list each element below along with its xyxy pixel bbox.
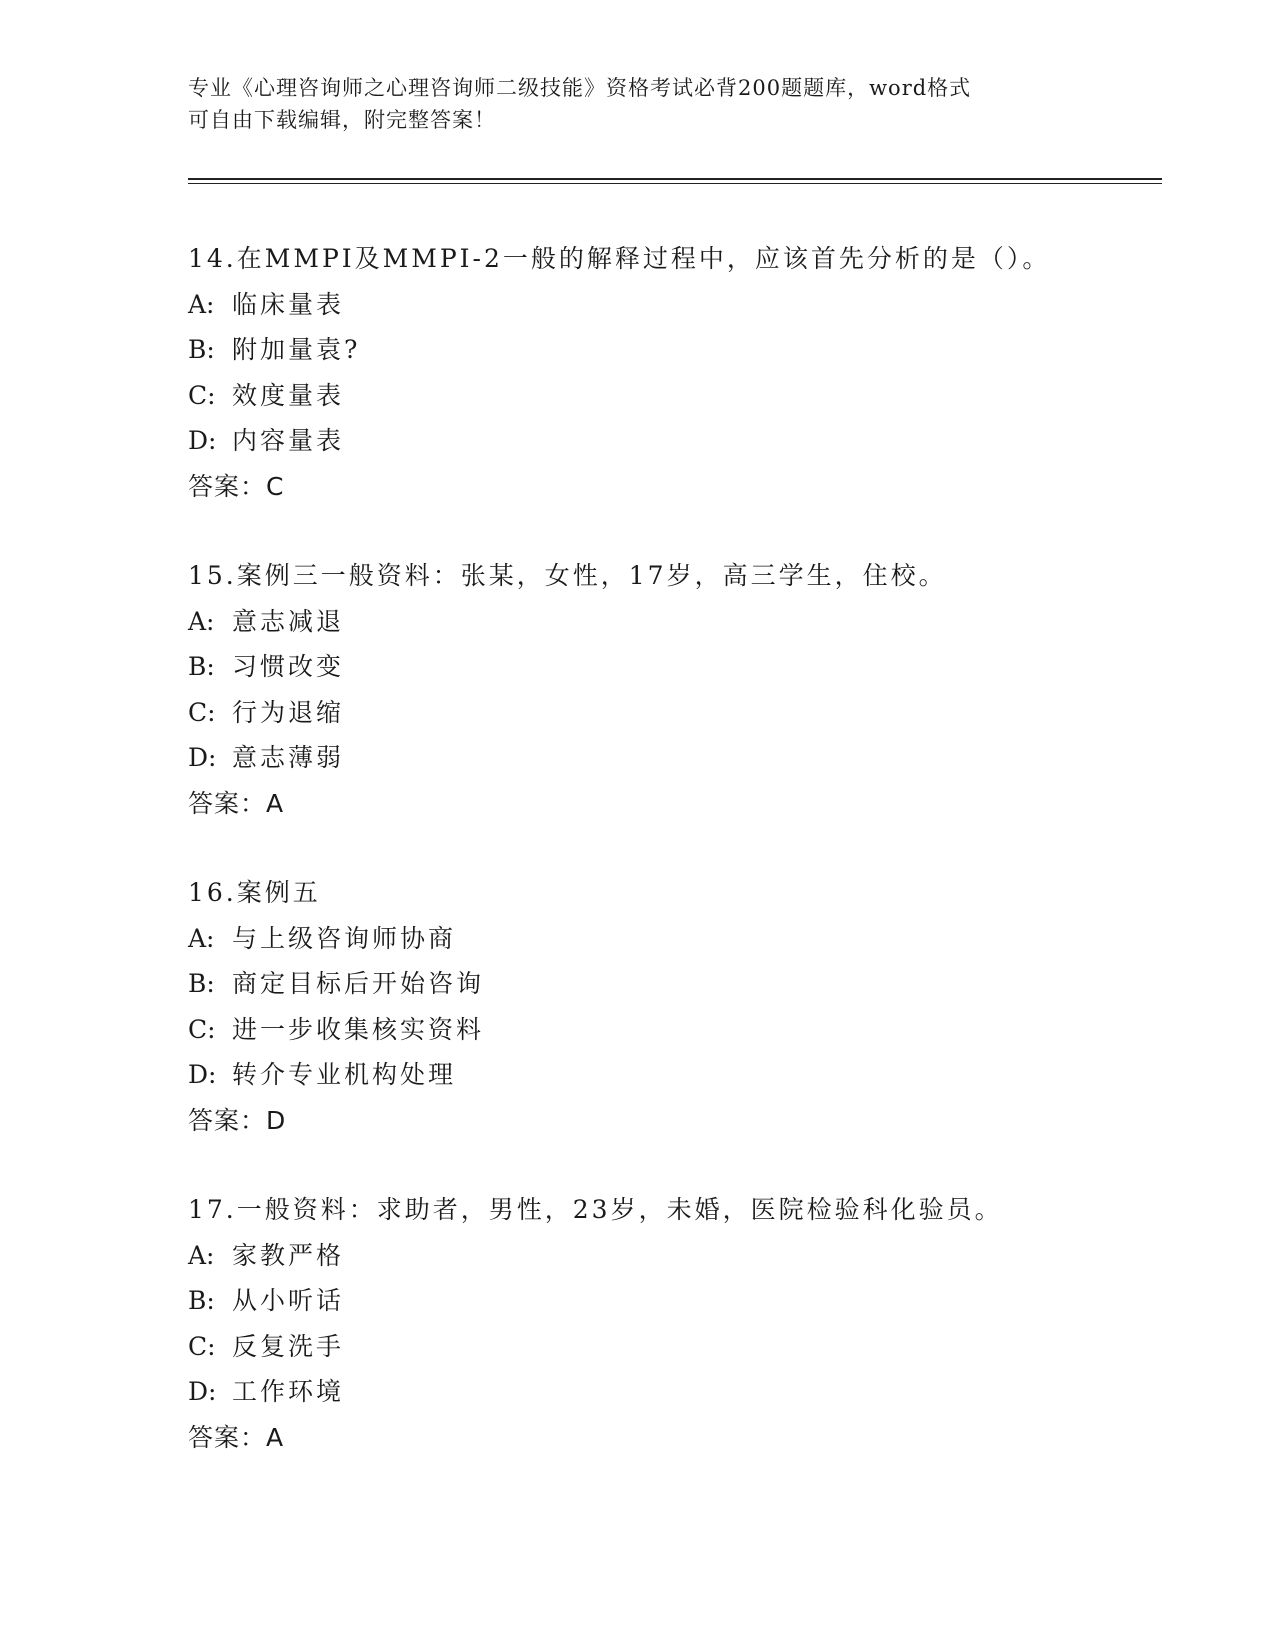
answer-label: 答案： xyxy=(188,1422,267,1452)
option-letter: C: xyxy=(188,697,216,727)
option-letter: D: xyxy=(188,1060,217,1089)
question-stem: 15.案例三一般资料：张某，女性，17岁，高三学生，住校。 xyxy=(188,561,947,590)
option-text: 意志薄弱 xyxy=(232,743,345,772)
answer-line xyxy=(188,1415,1148,1461)
question-stem: 17.一般资料：求助者，男性，23岁，未婚，医院检验科化验员。 xyxy=(188,1195,1003,1224)
option-text: 内容量表 xyxy=(232,426,345,455)
answer-label: 答案： xyxy=(188,1105,267,1135)
document-header xyxy=(188,72,1088,136)
option-text: 行为退缩 xyxy=(232,697,345,727)
answer-label: 答案： xyxy=(188,471,267,501)
question-item xyxy=(188,1187,1148,1460)
option-b xyxy=(188,1278,1148,1324)
option-letter: A: xyxy=(188,289,215,319)
option-letter: A: xyxy=(188,606,215,636)
option-text: 从小听话 xyxy=(232,1286,345,1315)
option-letter: D: xyxy=(188,1377,217,1406)
option-text: 习惯改变 xyxy=(232,652,345,681)
option-d xyxy=(188,1369,1148,1415)
answer-line xyxy=(188,1098,1148,1144)
option-c xyxy=(188,690,1148,736)
option-letter: C: xyxy=(188,380,216,410)
option-letter: A: xyxy=(188,923,215,953)
option-d xyxy=(188,418,1148,464)
option-b xyxy=(188,327,1148,373)
option-letter: C: xyxy=(188,1014,216,1044)
option-letter: B: xyxy=(188,969,215,998)
question-stem: 16.案例五 xyxy=(188,878,321,907)
option-text: 工作环境 xyxy=(232,1377,345,1406)
question-list xyxy=(188,236,1148,1504)
option-a xyxy=(188,1233,1148,1279)
question-stem: 14.在MMPI及MMPI-2一般的解释过程中，应该首先分析的是（）。 xyxy=(188,244,1051,273)
answer-label: 答案： xyxy=(188,788,267,818)
header-rule-thin xyxy=(188,183,1162,184)
option-letter: C: xyxy=(188,1331,216,1361)
option-text: 商定目标后开始咨询 xyxy=(232,969,485,998)
header-rule-thick xyxy=(188,178,1162,180)
option-c xyxy=(188,373,1148,419)
option-b xyxy=(188,644,1148,690)
option-b xyxy=(188,961,1148,1007)
option-c xyxy=(188,1007,1148,1053)
answer-value: C xyxy=(266,471,285,501)
answer-line xyxy=(188,464,1148,510)
answer-value: D xyxy=(266,1105,287,1135)
option-text: 临床量表 xyxy=(232,289,345,319)
answer-value: A xyxy=(266,788,285,818)
option-text: 进一步收集核实资料 xyxy=(232,1014,485,1044)
option-text: 反复洗手 xyxy=(232,1331,345,1361)
header-line-2: 可自由下载编辑，附完整答案！ xyxy=(188,108,496,132)
option-text: 转介专业机构处理 xyxy=(232,1060,457,1089)
option-letter: A: xyxy=(188,1240,215,1270)
answer-line xyxy=(188,781,1148,827)
option-letter: D: xyxy=(188,743,217,772)
option-letter: B: xyxy=(188,335,215,364)
option-text: 附加量袁? xyxy=(232,335,361,364)
option-text: 家教严格 xyxy=(232,1240,345,1270)
header-line-1: 专业《心理咨询师之心理咨询师二级技能》资格考试必背200题题库，word格式 xyxy=(188,76,972,100)
question-item xyxy=(188,553,1148,826)
option-letter: B: xyxy=(188,652,215,681)
option-text: 效度量表 xyxy=(232,380,345,410)
option-a xyxy=(188,599,1148,645)
question-item xyxy=(188,236,1148,509)
option-a xyxy=(188,282,1148,328)
option-d xyxy=(188,1052,1148,1098)
option-text: 意志减退 xyxy=(232,606,345,636)
question-item xyxy=(188,870,1148,1143)
option-d xyxy=(188,735,1148,781)
option-letter: B: xyxy=(188,1286,215,1315)
option-letter: D: xyxy=(188,426,217,455)
option-a xyxy=(188,916,1148,962)
answer-value: A xyxy=(266,1422,285,1452)
option-c xyxy=(188,1324,1148,1370)
option-text: 与上级咨询师协商 xyxy=(232,923,457,953)
